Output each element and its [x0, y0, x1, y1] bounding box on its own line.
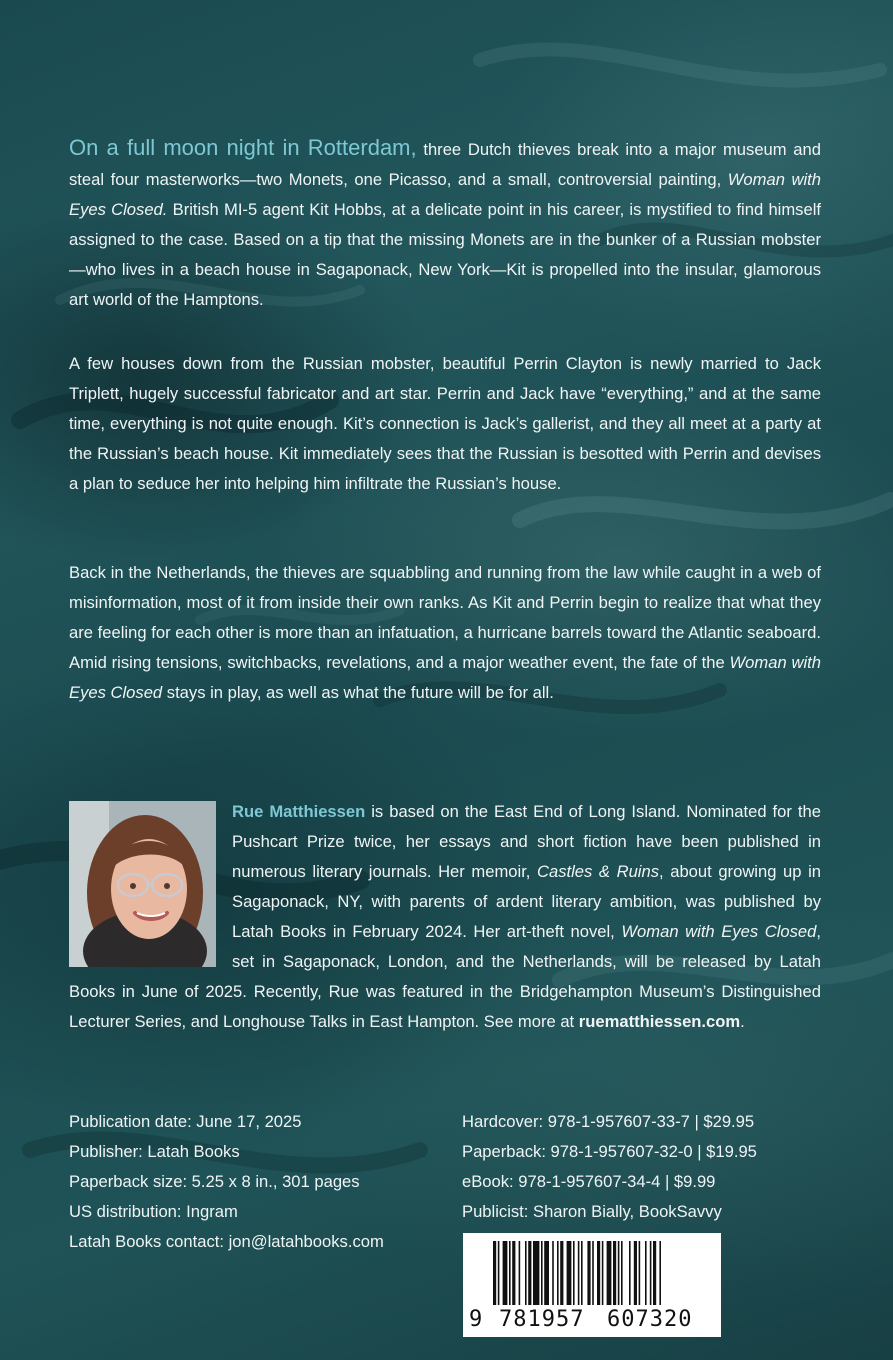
barcode-digit-first: 9 [469, 1307, 484, 1332]
description-text: three Dutch thieves break into a major museum and steal four masterworks—two Monets, one Picasso, and a small, controversial painting, [69, 140, 821, 189]
barcode-bar [560, 1241, 563, 1305]
paperback-size: Paperback size: 5.25 x 8 in., 301 pages [69, 1172, 360, 1191]
barcode-bar [659, 1241, 661, 1305]
description-text: Back in the Netherlands, the thieves are squabbling and running from the law while caught in a web of misinformation, most of it from inside their own ranks. As Kit and Perrin begin to realize that what they are feeling for each other is more than an infatuation, a hurricane barrels toward the Atlantic seaboard. Amid rising tensions, switchbacks, revelations, and a major weather event, the fate of the [69, 563, 821, 672]
barcode-bar [498, 1241, 500, 1305]
barcode-bar [613, 1241, 616, 1305]
bio-text: , about growing up in Sagaponack, NY, with parents of ardent literary ambition, was published by Latah Books in February 2024. Her art-theft novel, [232, 862, 821, 941]
publication-details [69, 1107, 439, 1257]
description-lead: On a full moon night in Rotterdam, [69, 135, 417, 160]
publisher: Publisher: Latah Books [69, 1142, 240, 1161]
barcode-bar [639, 1241, 641, 1305]
barcode-digits [463, 1305, 721, 1333]
barcode-bar [503, 1241, 508, 1305]
barcode-bar [512, 1241, 515, 1305]
barcode-bar [573, 1241, 575, 1305]
barcode-bar [650, 1241, 652, 1305]
barcode-bar [528, 1241, 531, 1305]
barcode-bar [544, 1241, 549, 1305]
description-paragraph-2 [69, 349, 821, 499]
barcode-digits-left: 781957 [499, 1307, 585, 1332]
description-paragraph-3 [69, 558, 821, 708]
barcode-bar [602, 1241, 604, 1305]
barcode-bar [634, 1241, 637, 1305]
barcode-bar [578, 1241, 580, 1305]
description-text: A few houses down from the Russian mobster, beautiful Perrin Clayton is newly married to Jack Triplett, hugely successful fabricator and art star. Perrin and Jack have “everything,” and at the same time, everything is not quite enough. Kit’s connection is Jack’s gallerist, and they all meet at a party at the Russian’s beach house. Kit immediately sees that the Russian is besotted with Perrin and devises a plan to seduce her into helping him infiltrate the Russian’s house. [69, 354, 821, 493]
author-photo [69, 801, 216, 967]
book-title: Woman with Eyes Closed. [69, 170, 822, 219]
isbn-barcode [463, 1233, 721, 1337]
memoir-title: Castles & Ruins [537, 862, 660, 881]
publisher-contact: Latah Books contact: jon@latahbooks.com [69, 1232, 384, 1251]
barcode-bar [629, 1241, 631, 1305]
description-paragraph-1 [69, 133, 821, 315]
barcode-bar [653, 1241, 656, 1305]
barcode-bar [509, 1241, 511, 1305]
barcode-bar [645, 1241, 647, 1305]
description-text: British MI-5 agent Kit Hobbs, at a delicate point in his career, is mystified to find himself assigned to the case. Based on a tip that the missing Monets are in the bunker of a Russian mobster—who lives in a beach house in Sagaponack, New York—Kit is propelled into the insular, glamorous art world of the Hamptons. [69, 200, 822, 309]
publication-date: Publication date: June 17, 2025 [69, 1112, 302, 1131]
novel-title: Woman with Eyes Closed [621, 922, 817, 941]
barcode-bar [592, 1241, 594, 1305]
barcode-bar [587, 1241, 590, 1305]
us-distribution: US distribution: Ingram [69, 1202, 238, 1221]
paperback-isbn: Paperback: 978-1-957607-32-0 | $19.95 [462, 1142, 757, 1161]
barcode-bar [607, 1241, 612, 1305]
barcode-bar [621, 1241, 623, 1305]
book-title: Woman with Eyes Closed [69, 653, 821, 702]
description-text: stays in play, as well as what the future will be for all. [162, 683, 554, 702]
barcode-bar [493, 1241, 496, 1305]
barcode-bar [519, 1241, 521, 1305]
bio-text: , set in Sagaponack, London, and the Netherlands, will be released by Latah Books in June of 2025. Recently, Rue was featured in the Bridgehampton Museum’s Distinguished Lecturer Series, and Longhouse Talks in East Hampton. See more at [69, 922, 822, 1031]
barcode-bar [581, 1241, 583, 1305]
barcode-bar [525, 1241, 527, 1305]
bio-text: . [740, 1012, 745, 1031]
author-name: Rue Matthiessen [232, 802, 366, 821]
edition-details [462, 1107, 822, 1227]
barcode-bar [567, 1241, 572, 1305]
barcode-bar [533, 1241, 539, 1305]
barcode-bar [557, 1241, 559, 1305]
barcode-bar [597, 1241, 600, 1305]
ebook-isbn: eBook: 978-1-957607-34-4 | $9.99 [462, 1172, 716, 1191]
barcode-digits-right: 607320 [607, 1307, 693, 1332]
barcode-bar [552, 1241, 554, 1305]
barcode-bar [618, 1241, 620, 1305]
publicist: Publicist: Sharon Bially, BookSavvy [462, 1202, 722, 1221]
hardcover-isbn: Hardcover: 978-1-957607-33-7 | $29.95 [462, 1112, 755, 1131]
barcode-bar [541, 1241, 543, 1305]
author-website-link[interactable]: ruematthiessen.com [578, 1012, 741, 1031]
bio-text: is based on the East End of Long Island. Nominated for the Pushcart Prize twice, her essays and short fiction have been published in numerous literary journals. Her memoir, [232, 802, 821, 881]
